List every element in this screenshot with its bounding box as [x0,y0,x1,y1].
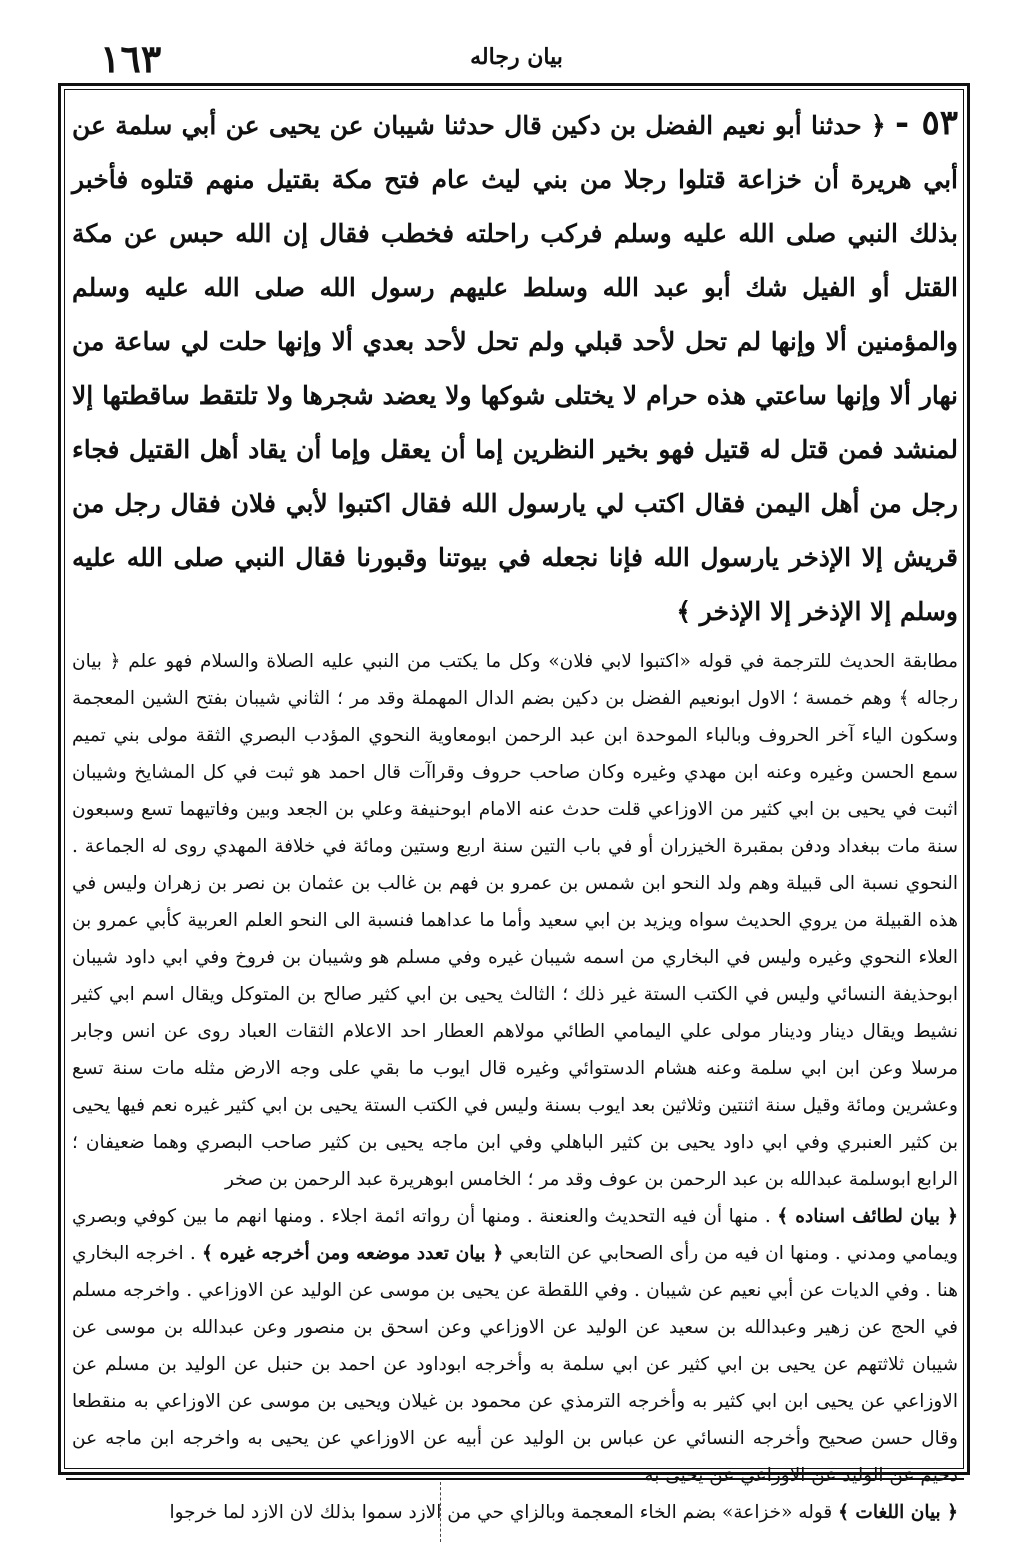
commentary-paragraph-1: مطابقة الحديث للترجمة في قوله «اكتبوا لابي فلان» وكل ما يكتب من النبي عليه الصلاة والسلام فهو علم ﴿ بيان رجاله ﴾ وهم خمسة ؛ الاول ابونعيم الفضل بن دكين بضم الدال المهملة وقد مر ؛ الثاني شيبان بفتح الشين المعجمة وسكون الياء آخر الحروف وبالباء الموحدة ابن عبد الرحمن ابومعاوية النحوي المؤدب البصري الثقة مولى بني تميم سمع الحسن وغيره وعنه ابن مهدي وغيره وكان صاحب حروف وقراآت قال احمد هو ثبت في كل المشايخ وشيبان اثبت في يحيى بن ابي كثير من الاوزاعي قلت حدث عنه الامام ابوحنيفة وعلي بن الجعد وبين وفاتيهما تسع وسبعون سنة مات ببغداد ودفن بمقبرة الخيزران أو في باب التين سنة اربع وستين ومائة في خلافة المهدي روى له الجماعة . النحوي نسبة الى قبيلة وهم ولد النحو ابن شمس بن عمرو بن فهم بن غالب بن عثمان بن نصر بن زهران وليس في هذه القبيلة من يروي الحديث سواه ويزيد بن ابي سعيد وأما ما عداهما فنسبة الى النحو العلم العربية كأبي عمرو بن العلاء النحوي وغيره وليس في البخاري من اسمه شيبان غيره وفي مسلم هو وشيبان بن فروخ وفي ابي داود شيبان ابوحذيفة النسائي وليس في الكتب الستة غير ذلك ؛ الثالث يحيى بن ابي كثير صالح بن المتوكل ويقال اسم ابي كثير نشيط ويقال دينار ودينار مولى علي اليمامي الطائي مولاهم العطار احد الاعلام الثقات العباد روى عن انس وجابر مرسلا وعن ابن ابي سلمة وعنه هشام الدستوائي وغيره قال ايوب ما بقي على وجه الارض مثله مات سنة تسع وعشرين ومائة وقيل سنة اثنتين وثلاثين بعد ايوب بسنة وليس في الكتب الستة يحيى بن ابي كثير غيره نعم فيها يحيى بن كثير العنبري وفي ابي داود يحيى بن كثير الباهلي وفي ابن ماجه يحيى بن كثير صاحب البصري وهما ضعيفان ؛ الرابع ابوسلمة عبدالله بن عبد الرحمن بن عوف وقد مر ؛ الخامس ابوهريرة عبد الرحمن بن صخر [72,651,959,1190]
section-heading-takhrij: ﴿ بيان تعدد موضعه ومن أخرجه غيره ﴾ [201,1243,504,1264]
commentary-paragraph-3: قوله «خزاعة» بضم الخاء المعجمة وبالزاي حي من الازد سموا بذلك لان الازد لما خرجوا [169,1502,833,1523]
section-heading-lughat: ﴿ بيان اللغات ﴾ [838,1502,958,1523]
page-header [0,30,1033,80]
bottom-rule [66,1478,964,1480]
hadith-text: ﴿ حدثنا أبو نعيم الفضل بن دكين قال حدثنا شيبان عن يحيى عن أبي سلمة عن أبي هريرة أن خزاعة قتلوا رجلا من بني ليث عام فتح مكة بقتيل منهم قتلوه فأخبر بذلك النبي صلى الله عليه وسلم فركب راحلته فخطب فقال إن الله حبس عن مكة القتل أو الفيل شك أبو عبد الله وسلط عليهم رسول الله صلى الله عليه وسلم والمؤمنين ألا وإنها لم تحل لأحد قبلي ولم تحل لأحد بعدي ألا وإنها حلت لي ساعة من نهار ألا وإنها ساعتي هذه حرام لا يختلى شوكها ولا يعضد شجرها ولا تلتقط ساقطتها إلا لمنشد فمن قتل له قتيل فهو بخير النظرين إما أن يعقل وإما أن يقاد أهل القتيل فجاء رجل من أهل اليمن فقال اكتب لي يارسول الله فقال اكتبوا لأبي فلان فقال رجل من قريش إلا الإذخر يارسول الله فإنا نجعله في بيوتنا وقبورنا فقال النبي صلى الله عليه وسلم إلا الإذخر إلا الإذخر ﴾ [72,111,958,626]
section-heading-isnad: ﴿ بيان لطائف اسناده ﴾ [777,1206,958,1227]
commentary-paragraph-2b: . اخرجه البخاري هنا . وفي الديات عن أبي نعيم عن شيبان . وفي اللقطة عن يحيى بن موسى عن الوليد عن الاوزاعي . واخرجه مسلم في الحج عن زهير وعبدالله بن سعيد عن الوليد عن الاوزاعي وعن اسحق بن منصور وعن عبدالله بن موسى عن شيبان ثلاثتهم عن يحيى بن ابي كثير عن ابي سلمة به وأخرجه ابوداود عن احمد بن حنبل عن الوليد بن مسلم عن الاوزاعي عن يحيى ابن ابي كثير به وأخرجه الترمذي عن محمود بن غيلان ويحيى بن موسى عن الاوزاعي به منقطعا وقال حسن صحيح وأخرجه النسائي عن عباس بن الوليد عن أبيه عن الاوزاعي عن يحيى به واخرجه ابن ماجه عن دحيم عن الوليد عن الاوزاعي عن يحيى به [72,1243,958,1486]
commentary-paragraph-2: . منها أن فيه التحديث والعنعنة . ومنها أن رواته ائمة اجلاء . ومنها انهم ما بين كوفي وبصري ويمامي ومدني . ومنها ان فيه من رأى الصحابي عن التابعي [72,1206,958,1264]
binding-mark [440,1482,443,1542]
commentary-block [72,643,958,1531]
page-number: ١٦٣ [100,36,162,81]
hadith-number: ٥٣ - [894,103,958,143]
hadith-block [72,96,958,639]
running-title: بيان رجاله [470,44,563,70]
page-content [72,96,959,1523]
